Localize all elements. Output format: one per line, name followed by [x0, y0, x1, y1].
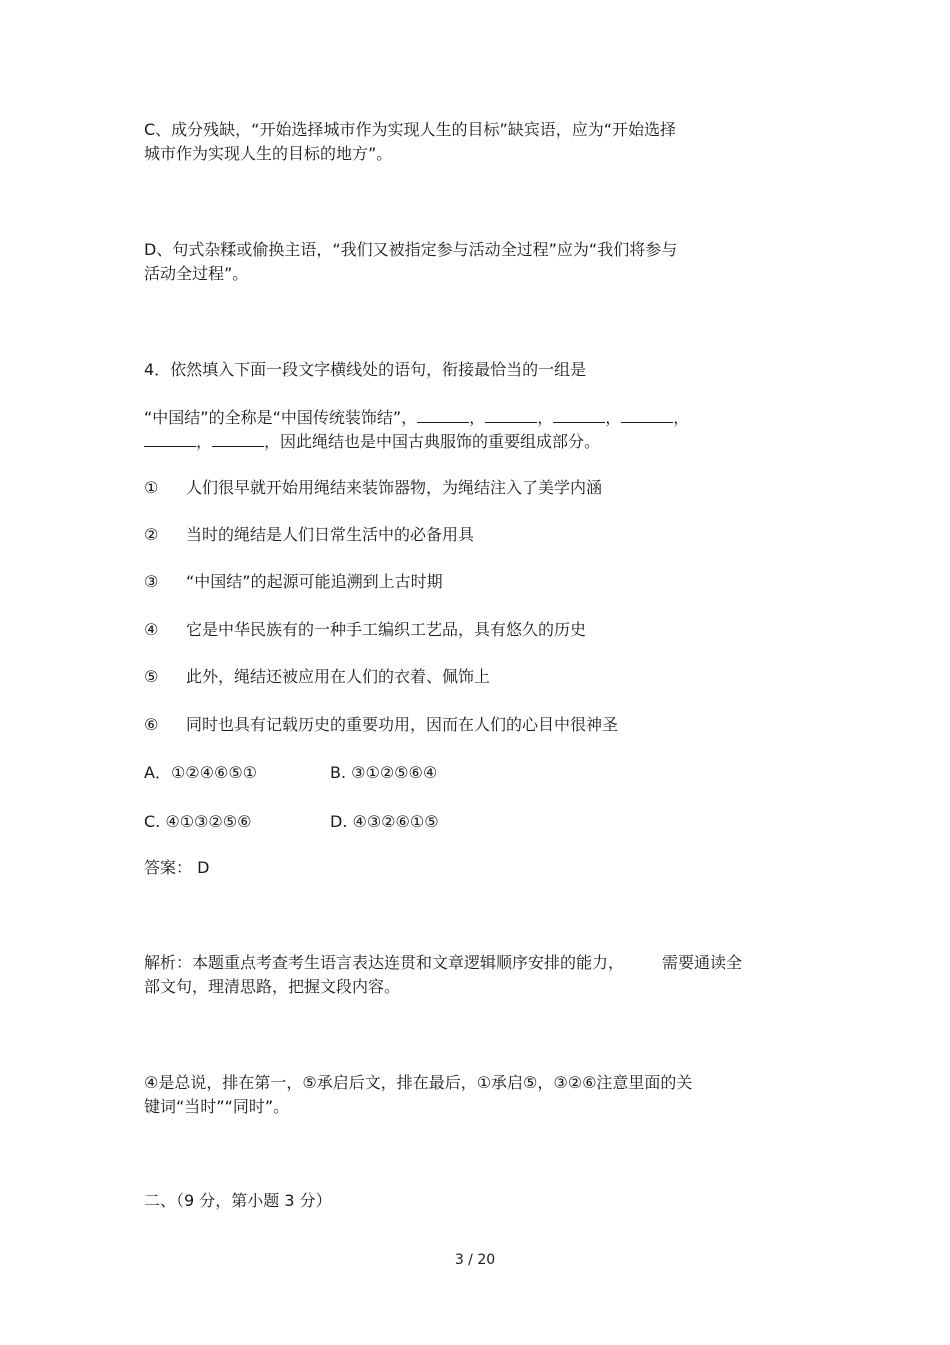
- blank-1: [417, 406, 469, 423]
- sentence-number: ④: [144, 620, 159, 639]
- blank-6: [212, 430, 264, 447]
- analysis-c-line2: 城市作为实现人生的目标的地方”。: [144, 144, 393, 163]
- passage-line2: [144, 430, 804, 454]
- analysis-d-line2: 活动全过程”。: [144, 264, 249, 283]
- sentence-number: ⑤: [144, 667, 159, 686]
- sentence-item-5: [144, 665, 490, 689]
- analysis-option-d: [144, 238, 804, 286]
- analysis-c-line1: C、成分残缺，“开始选择城市作为实现人生的目标”缺宾语，应为“开始选择: [144, 120, 677, 139]
- sentence-number: ③: [144, 572, 159, 591]
- sentence-item-3: [144, 570, 443, 594]
- detail-line1: ④是总说，排在第一，⑤承启后文，排在最后，①承启⑤，③②⑥注意里面的关: [144, 1073, 693, 1092]
- passage-end: ，因此绳结也是中国古典服饰的重要组成部分。: [264, 432, 601, 451]
- detail-line2: 键词“当时”“同时”。: [144, 1097, 290, 1116]
- sentence-text: 同时也具有记载历史的重要功用，因而在人们的心目中很神圣: [186, 715, 619, 734]
- sentence-text: “中国结”的起源可能追溯到上古时期: [186, 572, 443, 591]
- explanation-line2: 部文句，理清思路，把握文段内容。: [144, 977, 401, 996]
- sentence-number: ⑥: [144, 715, 159, 734]
- blank-2: [485, 406, 537, 423]
- options-row-cd: [144, 810, 544, 834]
- sentence-item-2: [144, 523, 474, 547]
- answer: 答案： D: [144, 858, 210, 877]
- options-row-ab: [144, 761, 544, 785]
- sentence-text: 它是中华民族有的一种手工编织工艺品，具有悠久的历史: [186, 620, 587, 639]
- analysis-option-c: [144, 118, 804, 166]
- option-b: B. ③①②⑤⑥④: [330, 763, 438, 782]
- explanation-detail: [144, 1071, 804, 1119]
- sentence-text: 此外，绳结还被应用在人们的衣着、佩饰上: [186, 667, 491, 686]
- sentence-item-4: [144, 618, 586, 642]
- sentence-number: ②: [144, 525, 159, 544]
- separator: ，: [196, 432, 213, 451]
- sentence-item-1: [144, 476, 602, 500]
- question-4-passage: [144, 406, 804, 454]
- explanation-line1-part2: 需要通读全: [662, 953, 743, 972]
- explanation: [144, 951, 804, 999]
- separator: ，: [605, 408, 622, 427]
- sentence-item-6: [144, 713, 618, 737]
- explanation-line1-part1: 解析：本题重点考查考生语言表达连贯和文章逻辑顺序安排的能力，: [144, 953, 625, 972]
- question-4-title: 4．依然填入下面一段文字横线处的语句，衔接最恰当的一组是: [144, 360, 587, 379]
- section-2-title: 二、（9 分，第小题 3 分）: [144, 1191, 332, 1210]
- sentence-text: 当时的绳结是人们日常生活中的必备用具: [186, 525, 475, 544]
- page-number: 3 / 20: [454, 1252, 496, 1268]
- separator: ，: [537, 408, 554, 427]
- separator: ，: [469, 408, 486, 427]
- option-a: A．①②④⑥⑤①: [144, 763, 258, 782]
- explanation-line1: [144, 951, 804, 975]
- blank-5: [144, 430, 196, 447]
- sentence-number: ①: [144, 478, 159, 497]
- blank-4: [621, 406, 673, 423]
- analysis-d-line1: D、句式杂糅或偷换主语，“我们又被指定参与活动全过程”应为“我们将参与: [144, 240, 678, 259]
- separator: ，: [673, 408, 690, 427]
- blank-3: [553, 406, 605, 423]
- option-c: C. ④①③②⑤⑥: [144, 812, 252, 831]
- option-d: D. ④③②⑥①⑤: [330, 812, 439, 831]
- passage-line1: [144, 406, 804, 430]
- sentence-text: 人们很早就开始用绳结来装饰器物，为绳结注入了美学内涵: [186, 478, 603, 497]
- passage-start: “中国结”的全称是“中国传统装饰结”，: [144, 408, 418, 427]
